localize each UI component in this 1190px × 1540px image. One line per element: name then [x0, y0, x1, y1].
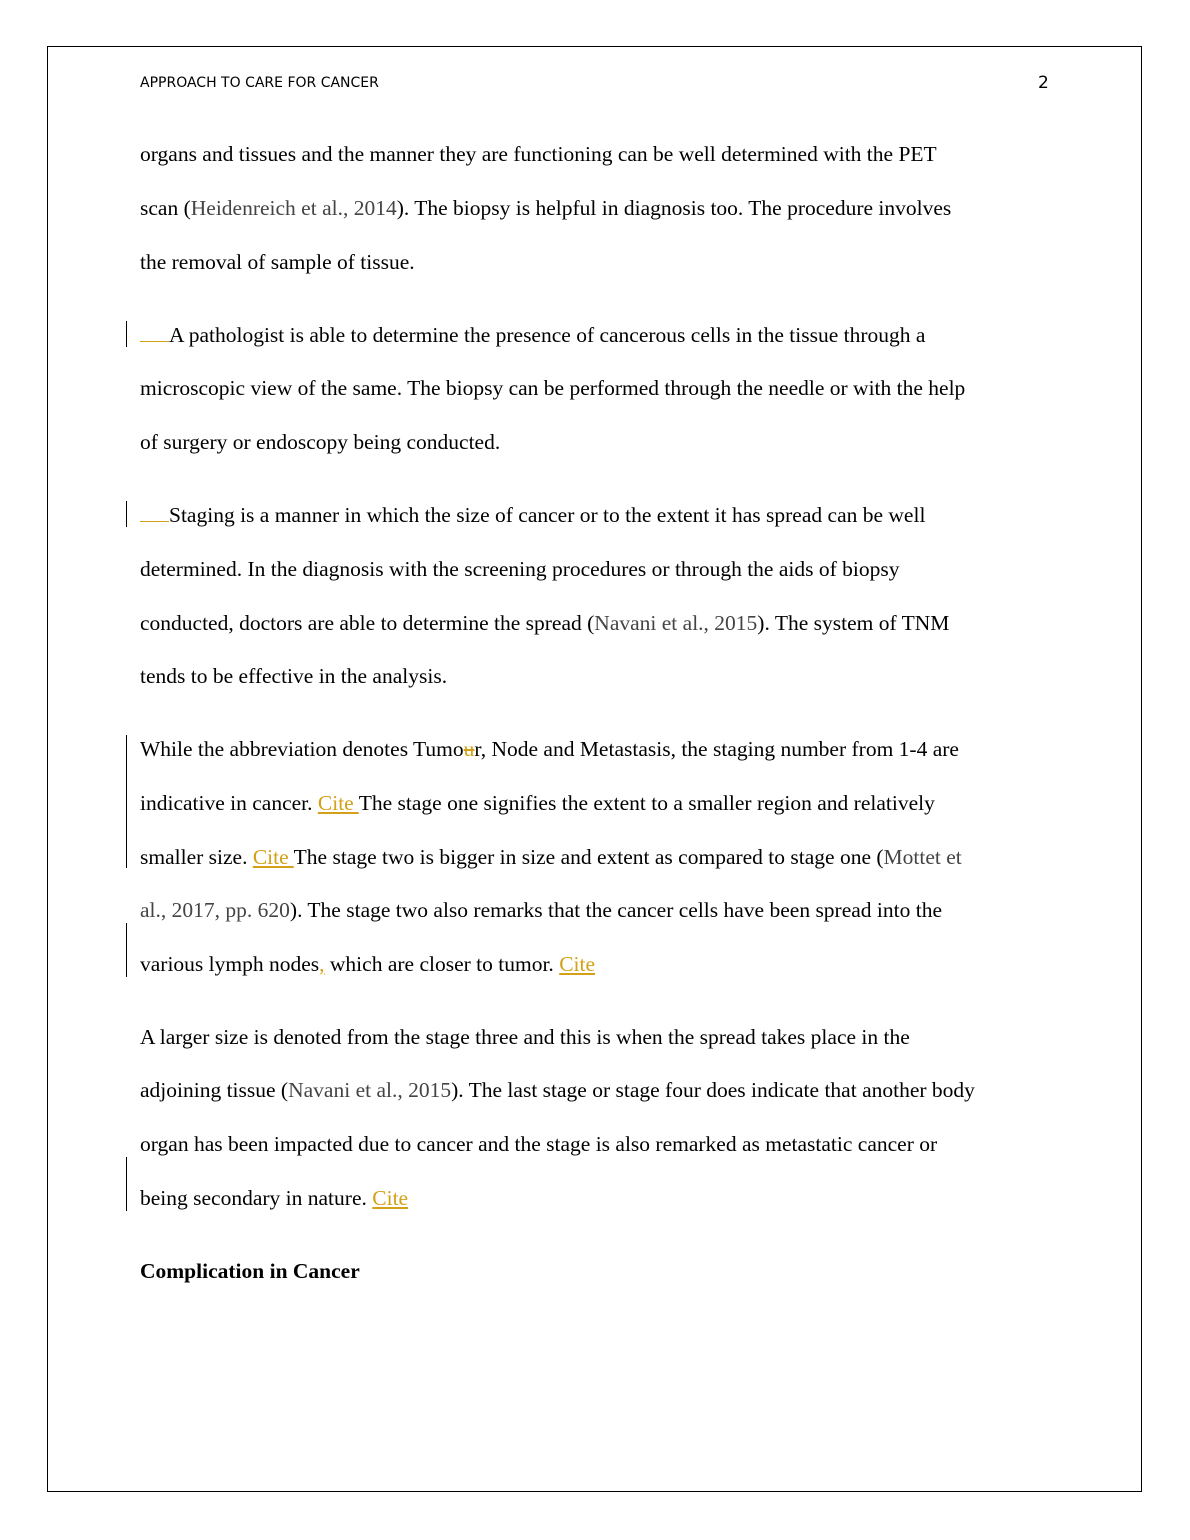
change-bar — [126, 501, 127, 527]
change-bar — [126, 923, 127, 977]
p4-line-1: While the abbreviation denotes Tumour, Node and Metastasis, the staging number from 1-4 are — [140, 737, 959, 761]
change-bar — [126, 1157, 127, 1211]
p3-line-3: conducted, doctors are able to determine the spread (Navani et al., 2015). The system of TNM — [140, 611, 950, 635]
p5-line-2: adjoining tissue (Navani et al., 2015). The last stage or stage four does indicate that another body — [140, 1078, 975, 1102]
p1-line-1: organs and tissues and the manner they are functioning can be well determined with the PET — [140, 142, 937, 166]
p3-line-4: tends to be effective in the analysis. — [140, 664, 448, 688]
p4-line-5: various lymph nodes, which are closer to tumor. Cite — [140, 952, 596, 976]
p4-line-3: smaller size. Cite The stage two is bigger in size and extent as compared to stage one (Mottet et — [140, 845, 962, 869]
p5-line-1: A larger size is denoted from the stage three and this is when the spread takes place in the — [140, 1025, 910, 1049]
change-bar — [126, 321, 127, 347]
p4-line-4: al., 2017, pp. 620). The stage two also remarks that the cancer cells have been spread into the — [140, 898, 943, 922]
citation: Heidenreich et al., 2014 — [190, 196, 397, 220]
cite-placeholder[interactable]: Cite — [252, 845, 294, 869]
cite-placeholder[interactable]: Cite — [559, 952, 596, 976]
p2-line-3: of surgery or endoscopy being conducted. — [140, 430, 501, 454]
running-head: APPROACH TO CARE FOR CANCER — [140, 75, 379, 91]
page-number: 2 — [1038, 73, 1049, 93]
tracked-deletion: u — [463, 737, 475, 761]
tracked-insertion — [140, 520, 169, 522]
p5-line-4: being secondary in nature. Cite — [140, 1186, 409, 1210]
p2-line-1: A pathologist is able to determine the presence of cancerous cells in the tissue through a — [140, 321, 925, 349]
tracked-insertion: , — [319, 952, 325, 976]
citation: al., 2017, pp. 620 — [140, 898, 290, 922]
citation: Navani et al., 2015 — [594, 611, 758, 635]
p3-line-1: Staging is a manner in which the size of cancer or to the extent it has spread can be well — [140, 501, 925, 529]
tracked-insertion — [140, 340, 169, 342]
change-bar — [126, 735, 127, 868]
p3-line-2: determined. In the diagnosis with the screening procedures or through the aids of biopsy — [140, 557, 900, 581]
citation: Mottet et — [883, 845, 962, 869]
p4-line-2: indicative in cancer. Cite The stage one signifies the extent to a smaller region and relatively — [140, 791, 935, 815]
cite-placeholder[interactable]: Cite — [372, 1186, 409, 1210]
section-heading: Complication in Cancer — [140, 1259, 360, 1283]
p2-line-2: microscopic view of the same. The biopsy can be performed through the needle or with the help — [140, 376, 966, 400]
citation: Navani et al., 2015 — [288, 1078, 452, 1102]
p1-line-2: scan (Heidenreich et al., 2014). The biopsy is helpful in diagnosis too. The procedure involves — [140, 196, 952, 220]
p1-line-3: the removal of sample of tissue. — [140, 250, 415, 274]
cite-placeholder[interactable]: Cite — [317, 791, 359, 815]
p5-line-3: organ has been impacted due to cancer and the stage is also remarked as metastatic cancer or — [140, 1132, 938, 1156]
